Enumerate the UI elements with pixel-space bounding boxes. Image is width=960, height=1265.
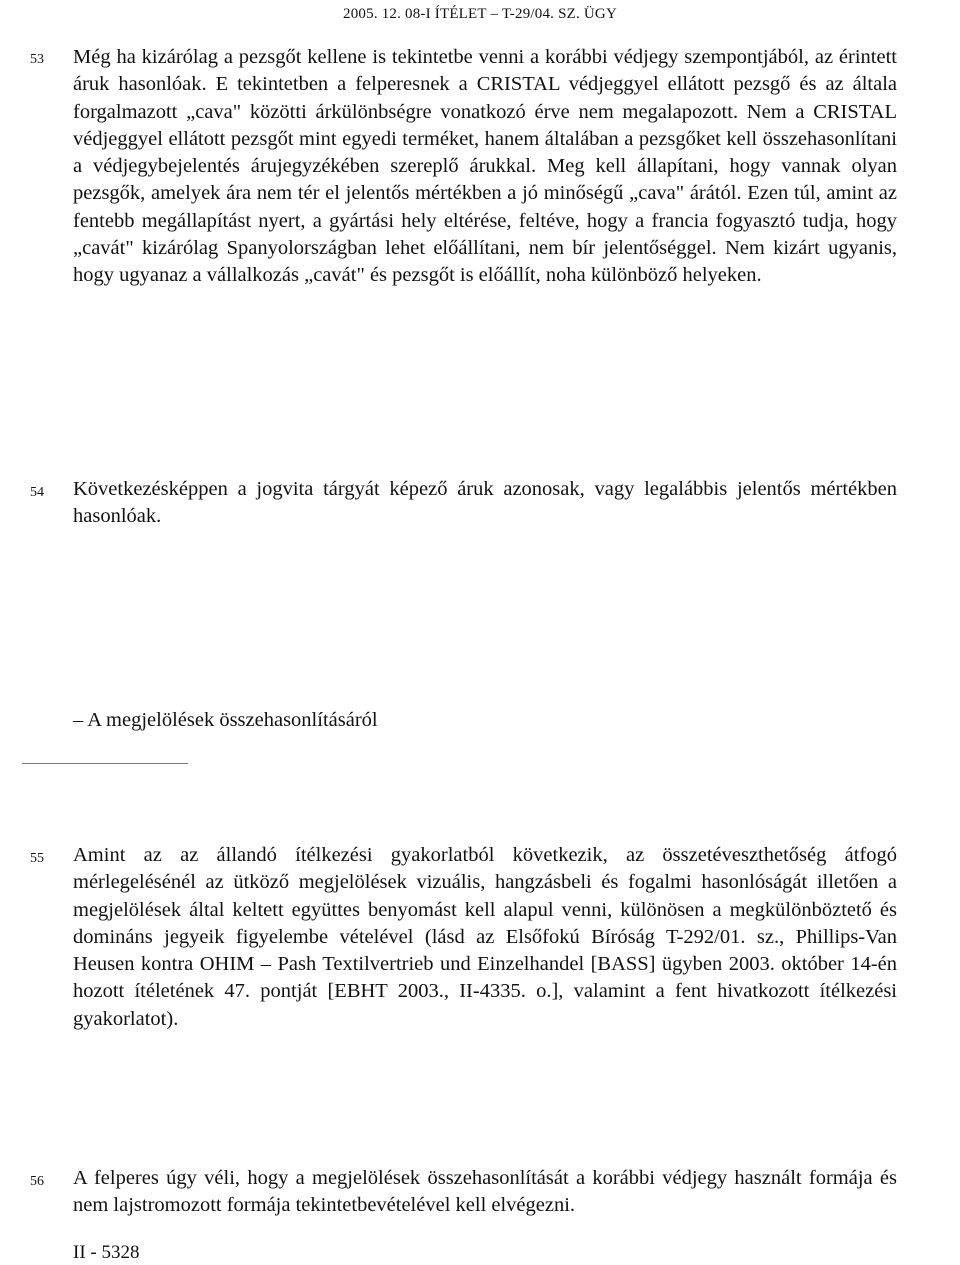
paragraph-text: Amint az az állandó ítélkezési gyakorlatból következik, az összetéveszthetőség átfogó mérlegelésénél az ütköző megjelölések vizuális, hangzásbeli és fogalmi hasonlóságát illetően a megjelölések által keltett együttes benyomást kell alapul venni, különösen a megkülönböztető és domináns jegyeik figyelembe vételével (lásd az Elsőfokú Bíróság T-292/01. sz., Phillips-Van Heusen kontra OHIM – Pash Textilvertrieb und Einzelhandel [BASS] ügyben 2003. október 14-én hozott ítéletének 47. pontját [EBHT 2003., II-4335. o.], valamint a fent hivatkozott ítélkezési gyakorlatot).	[73, 844, 897, 1030]
section-heading: – A megjelölések összehasonlításáról	[73, 709, 378, 731]
paragraph-number: 53	[30, 52, 44, 67]
paragraph-text: A felperes úgy véli, hogy a megjelölések összehasonlítását a korábbi védjegy használt formája és nem lajstromozott formája tekintetbevételével kell elvégezni.	[73, 1167, 897, 1217]
separator-rule	[22, 763, 188, 764]
paragraph-number: 55	[30, 851, 44, 866]
page-number: II - 5328	[73, 1242, 140, 1263]
paragraph-number: 56	[30, 1174, 44, 1189]
paragraph-number: 54	[30, 485, 44, 500]
running-header: 2005. 12. 08-I ÍTÉLET – T-29/04. SZ. ÜGY	[343, 6, 617, 22]
paragraph-text: Következésképpen a jogvita tárgyát képező áruk azonosak, vagy legalábbis jelentős mértékben hasonlóak.	[73, 478, 897, 528]
paragraph-text: Még ha kizárólag a pezsgőt kellene is tekintetbe venni a korábbi védjegy szempontjából, az érintett áruk hasonlóak. E tekintetben a felperesnek a CRISTAL védjeggyel ellátott pezsgő és az általa forgalmazott „cava" közötti árkülönbségre vonatkozó érve nem megalapozott. Nem a CRISTAL védjeggyel ellátott pezsgőt mint egyedi terméket, hanem általában a pezsgőket kell összehasonlítani a védjegybejelentés árujegyzékében szereplő árukkal. Meg kell állapítani, hogy vannak olyan pezsgők, amelyek ára nem tér el jelentős mértékben a jó minőségű „cava" árától. Ezen túl, amint az fentebb megállapítást nyert, a gyártási hely eltérése, feltéve, hogy a francia fogyasztó tudja, hogy „cavát" kizárólag Spanyolországban lehet előállítani, nem bír jelentőséggel. Nem kizárt ugyanis, hogy ugyanaz a vállalkozás „cavát" és pezsgőt is előállít, noha különböző helyeken.	[73, 46, 897, 287]
